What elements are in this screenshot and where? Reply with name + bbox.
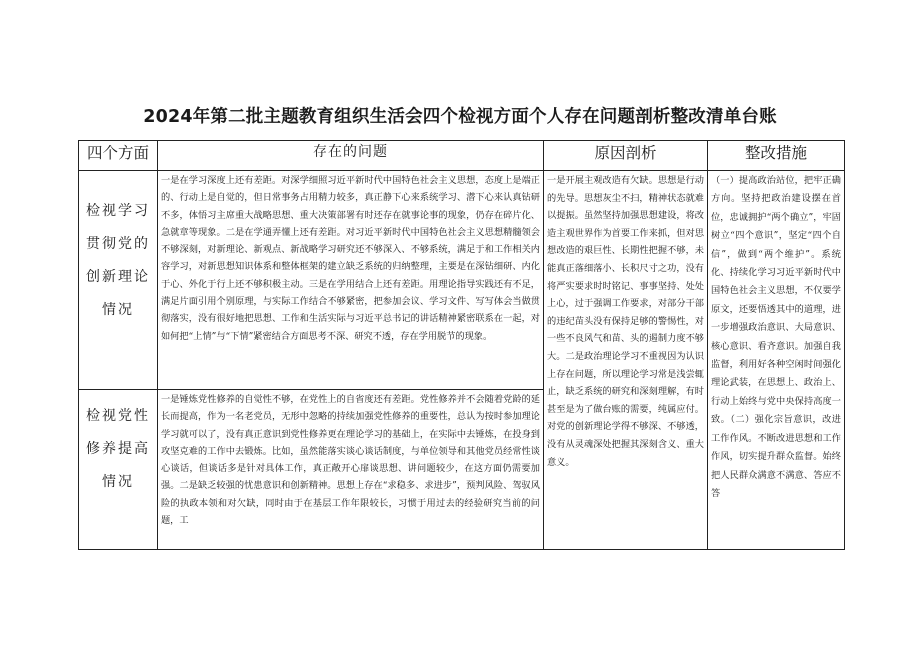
problems-cell: [158, 390, 544, 550]
aspect-line: 情况: [102, 474, 134, 490]
measures-text: （一）提高政治站位，把牢正确方向。坚持把政治建设摆在首位，忠诚拥护“两个确立”，牢固树立“四个意识”，坚定“四个自信”，做到“两个维护”。系统化、持续化学习习近平新时代中国特色社会主义思想，不仅要学原文，还要悟透其中的道理，进一步增强政治意识、大局意识、核心意识、看齐意识。加强自我监督，利用好各种空闲时间强化理论武装，在思想上、政治上、行动上始终与党中央保持高度一致。（二）强化宗旨意识，改进工作作风。不断改进思想和工作作风，切实提升群众监督。始终把人民群众满意不满意、答应不答: [711, 175, 841, 499]
header-aspect: 四个方面: [79, 141, 158, 171]
table-header-row: [79, 141, 845, 171]
aspect-line: 贯彻党的: [86, 236, 150, 252]
problems-text: 一是锤炼党性修养的自觉性不够，在党性上的自省度还有差距。党性修养并不会随着党龄的延长而提高，作为一名老党员，无形中忽略的持续加强党性修养的重要性，总认为按时参加理论学习就可以了，没有真正意识到党性修养更在理论学习的基础上，在实际中去锤炼，在投身到攻坚克难的工作中去锻炼。比如，虽然能落实谈心谈话制度，与单位领导和其他党员经常性谈心谈话，但谈话多是针对具体工作，真正敞开心扉谈思想、讲问题较少，在这方面仍需要加强。二是缺乏较强的忧患意识和创新精神。思想上存在“求稳多、求进步”，预判风险、驾驭风险的执政本领和对欠缺，同时由于在基层工作年限较长，习惯于用过去的经验研究当前的问题，工: [161, 394, 540, 527]
header-problems: 存在的问题: [158, 141, 544, 171]
table-row: [79, 171, 845, 390]
measures-cell: [708, 171, 845, 550]
header-measures: 整改措施: [708, 141, 845, 171]
causes-text: 一是开展主观改造有欠缺。思想是行动的先导。思想灰尘不扫，精神状态就难以提振。虽然坚持加强思想建设，将改造主观世界作为首要工作来抓，但对思想改造的艰巨性、长期性把握不够，未能真正落细落小、长积尺寸之功，没有将严实要求时时铭记、事事坚持、处处上心，过于强调工作要求，对部分干部的违纪苗头没有保持足够的警惕性，对一些不良风气和苗、头的遏制力度不够大。二是政治理论学习不重视因为认识上存在问题，所以理论学习常是浅尝辄止，缺乏系统的研究和深刻理解，有时甚至是为了做台账的需要，纯属应付。对党的创新理论学得不够深、不够透，没有从灵魂深处把握其深刻含义、重大意义。: [547, 175, 704, 468]
problems-text: 一是在学习深度上还有差距。对深学细照习近平新时代中国特色社会主义思想，态度上是端正的、行动上是自觉的，但日常事务占用精力较多，真正静下心来系统学习、潜下心来认真钻研不多，体悟习主席重大战略思想、重大决策部署有时还存在就事论事的现象，仍存在碎片化、急就章等现象。二是在学通弄懂上还有差距。对习近平新时代中国特色社会主义思想精髓领会不够深刻，对新理论、新观点、新战略学习研究还不够深入、不够系统，满足于和工作相关内容学习，对新思想知识体系和整体框架的建立缺乏系统的归纳整理，主要是在深钻细研、内化于心、外化于行上还不够积极主动。三是在学用结合上还有差距。用理论指导实践还有不足，满足片面引用个别原理，与实际工作结合不够紧密，把参加会议、学习文件、写写体会当做贯彻落实，没有很好地把思想、工作和生活实际与习近平总书记的讲话精神紧密联系在一起，对如何把“上情”与“下情”紧密结合方面思考不深、研究不透，存在学用脱节的现象。: [161, 175, 540, 342]
document-title: 2024年第二批主题教育组织生活会四个检视方面个人存在问题剖析整改清单台账: [143, 107, 777, 127]
aspect-line: 检视学习: [86, 203, 150, 219]
aspect-line: 情况: [102, 302, 134, 318]
causes-cell: [544, 171, 708, 550]
header-causes: 原因剖析: [544, 141, 708, 171]
aspect-line: 检视党性: [86, 408, 150, 424]
aspect-line: 修养提高: [86, 441, 150, 457]
rectification-table: [78, 140, 845, 550]
problems-cell: [158, 171, 544, 390]
aspect-cell: [79, 171, 158, 390]
aspect-cell: [79, 390, 158, 550]
aspect-line: 创新理论: [86, 269, 150, 285]
